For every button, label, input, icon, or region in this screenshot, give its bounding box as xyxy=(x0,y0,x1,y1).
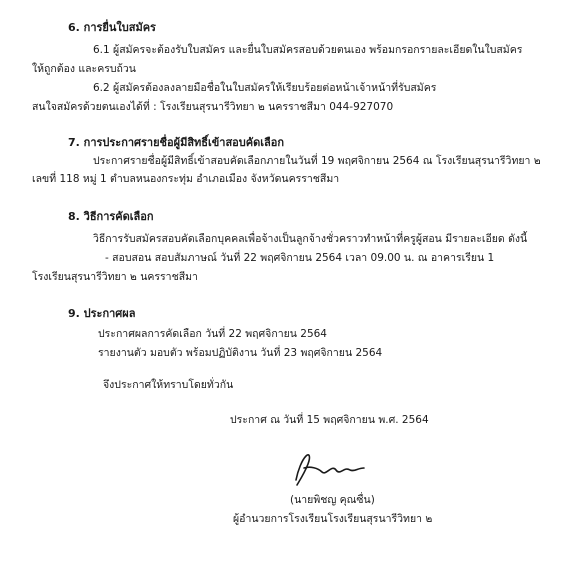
announcement-date: ประกาศ ณ วันที่ 15 พฤศจิกายน พ.ศ. 2564 xyxy=(230,414,429,426)
section-6-1-line-1: 6.1 ผู้สมัครจะต้องรับใบสมัคร และยื่นใบสมัครสอบด้วยตนเอง พร้อมกรอกรายละเอียดในใบสมัคร xyxy=(93,44,523,56)
section-8-line-1: วิธีการรับสมัครสอบคัดเลือกบุคคลเพื่อจ้างเป็นลูกจ้างชั่วคราวทำหน้าที่ครูผู้สอน มีรายละเอียด ดังนี้ xyxy=(93,233,528,245)
section-7-line-1: ประกาศรายชื่อผู้มีสิทธิ์เข้าสอบคัดเลือกภายในวันที่ 19 พฤศจิกายน 2564 ณ โรงเรียนสุรนารีวิทยา ๒ xyxy=(93,155,541,167)
section-6-1-line-2: ให้ถูกต้อง และครบถ้วน xyxy=(32,63,136,75)
section-9-line-1: ประกาศผลการคัดเลือก วันที่ 22 พฤศจิกายน 2564 xyxy=(98,328,327,340)
section-6-2-line-2: สนใจสมัครด้วยตนเองได้ที่ : โรงเรียนสุรนารีวิทยา ๒ นครราชสีมา 044-927070 xyxy=(32,101,394,113)
signature-image xyxy=(288,452,378,492)
section-8-heading: 8. วิธีการคัดเลือก xyxy=(68,210,154,223)
signer-name: (นายพิชญ คุณซื่น) xyxy=(290,494,375,506)
signer-title: ผู้อำนวยการโรงเรียนโรงเรียนสุรนารีวิทยา ๒ xyxy=(233,513,433,525)
section-8-line-2: - สอบสอน สอบสัมภาษณ์ วันที่ 22 พฤศจิกายน 2564 เวลา 09.00 น. ณ อาคารเรียน 1 xyxy=(105,252,495,264)
section-8-line-3: โรงเรียนสุรนารีวิทยา ๒ นครราชสีมา xyxy=(32,271,198,283)
section-7-line-2: เลขที่ 118 หมู่ 1 ตำบลหนองกระทุ่ม อำเภอเมือง จังหวัดนครราชสีมา xyxy=(32,173,340,185)
section-6-heading: 6. การยื่นใบสมัคร xyxy=(68,21,156,34)
section-7-heading: 7. การประกาศรายชื่อผู้มีสิทธิ์เข้าสอบคัดเลือก xyxy=(68,136,285,149)
section-9-line-2: รายงานตัว มอบตัว พร้อมปฏิบัติงาน วันที่ 23 พฤศจิกายน 2564 xyxy=(98,347,383,359)
closing-statement: จึงประกาศให้ทราบโดยทั่วกัน xyxy=(103,379,234,391)
section-9-heading: 9. ประกาศผล xyxy=(68,307,136,320)
section-6-2-line-1: 6.2 ผู้สมัครต้องลงลายมือชื่อในใบสมัครให้เรียบร้อยต่อหน้าเจ้าหน้าที่รับสมัคร xyxy=(93,82,437,94)
